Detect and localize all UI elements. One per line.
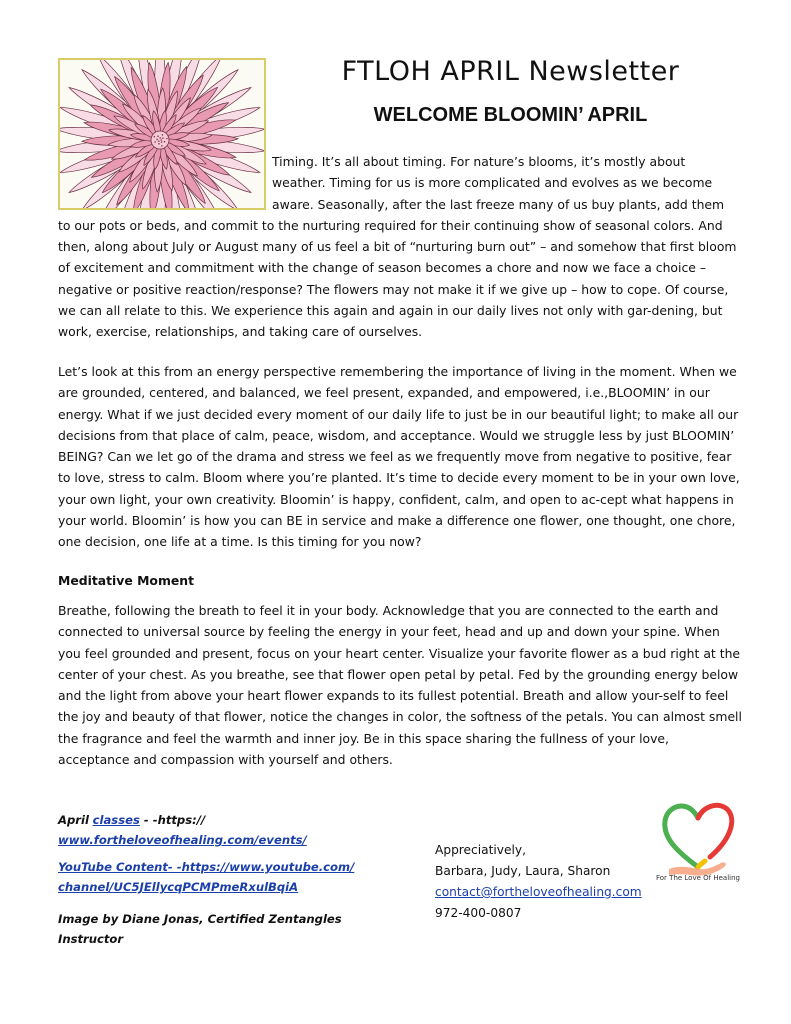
- flower-center-dot: [156, 139, 158, 141]
- flower-center-dot: [162, 137, 164, 139]
- classes-link[interactable]: classes: [92, 813, 140, 827]
- flower-center-dot: [154, 141, 156, 143]
- flower-center-dot: [160, 139, 162, 141]
- logo-heart-red: [698, 805, 732, 857]
- classes-separator: - -https://: [139, 813, 206, 827]
- flower-center-dot: [162, 134, 164, 136]
- april-classes-block: [58, 810, 398, 850]
- april-label: April: [58, 813, 89, 827]
- flower-center-dot: [159, 137, 161, 139]
- flower-center-dot: [158, 143, 160, 145]
- flower-center-dot: [158, 140, 160, 142]
- logo-caption: For The Love Of Healing: [656, 874, 740, 882]
- paragraph-2: Let’s look at this from an energy perspective remembering the importance of living in the moment. When we are grounded, centered, and balanced, we feel present, expanded, and empowered, i.e.,BLOOMIN’ in our energy. What if we just decided every moment of our daily life to just be in our beautiful light; to make all our decisions from that place of calm, peace, wisdom, and acceptance. Would we struggle less by just BLOOMIN’ BEING? Can we let go of the drama and stress we feel as we frequently move from negative to positive, fear to love, stress to calm. Bloom where you’re planted. It’s time to decide every moment to be in your own love, your own light, your own creativity. Bloomin’ is happy, confident, calm, and open to ac-cept what happens in your world. Bloomin’ is how you can BE in service and make a difference one flower, one thought, one chore, one decision, one life at a time. Is this timing for you now?: [58, 364, 740, 550]
- paragraph-1-continued: to our pots or beds, and commit to the nurturing required for their continuing show of seasonal colors. And then, along about July or August many of us feel a bit of “nurturing burn out” – and somehow that first bloom of excitement and commitment with the change of season becomes a chore and now we face a choice – negative or positive reaction/response? The flowers may not make it if we give up – how to cope. Of course, we can all relate to this. We experience this again and again in our daily lives not only with gar-dening, but work, exercise, relationships, and taking care of ourselves.: [58, 217, 737, 340]
- image-credit: Image by Diane Jonas, Certified Zentangles Instructor: [58, 912, 342, 946]
- flower-center-dot: [164, 141, 166, 143]
- phone-number: 972-400-0807: [435, 906, 522, 920]
- newsletter-subtitle: WELCOME BLOOMIN’ APRIL: [373, 104, 648, 126]
- flower-center-dot: [161, 141, 163, 143]
- contact-email-link[interactable]: contact@fortheloveofhealing.com: [435, 885, 642, 899]
- footer-links: [58, 810, 398, 949]
- flower-center: [151, 131, 169, 149]
- youtube-channel-link[interactable]: channel/UC5JEllycqPCMPmeRxulBqiA: [58, 880, 299, 894]
- flower-center-dot: [166, 138, 168, 140]
- youtube-block: [58, 857, 398, 897]
- flower-center-dot: [161, 145, 163, 147]
- author-names: Barbara, Judy, Laura, Sharon: [435, 864, 611, 878]
- paragraph-1-intro: Timing. It’s all about timing. For nature’s blooms, it’s mostly about weather. Timing for us is more complicated and evolves as we become aware. Seasonally, after the last freeze many of us buy plants, add them: [272, 154, 725, 212]
- youtube-link[interactable]: YouTube Content- -https://www.youtube.com/: [58, 860, 355, 874]
- newsletter-title: FTLOH APRIL Newsletter: [341, 56, 680, 87]
- paragraph-3: Breathe, following the breath to feel it in your body. Acknowledge that you are connected to the earth and connected to universal source by feeling the energy in your feet, head and up and down your spine. When you feel grounded and present, focus on your heart center. Visualize your favorite flower as a bud right at the center of your chest. As you breathe, see that flower open petal by petal. Fed by the grounding energy below and the light from above your heart flower expands to its fullest potential. Breath and allow your-self to feel the joy and beauty of that flower, notice the changes in color, the softness of the petals. You can almost smell the fragrance and feel the warmth and inner joy. Be in this space sharing the fullness of your love, acceptance and compassion with yourself and others.: [58, 603, 742, 768]
- signature-block: [435, 840, 642, 924]
- flower-center-dot: [153, 136, 155, 138]
- events-url-link[interactable]: www.fortheloveofhealing.com/events/: [58, 833, 307, 847]
- logo-heart-green: [665, 806, 698, 867]
- sign-off: Appreciatively,: [435, 843, 526, 857]
- meditative-moment-heading: Meditative Moment: [58, 573, 195, 588]
- logo-heart-yellow: [698, 861, 705, 867]
- flower-center-dot: [157, 135, 159, 137]
